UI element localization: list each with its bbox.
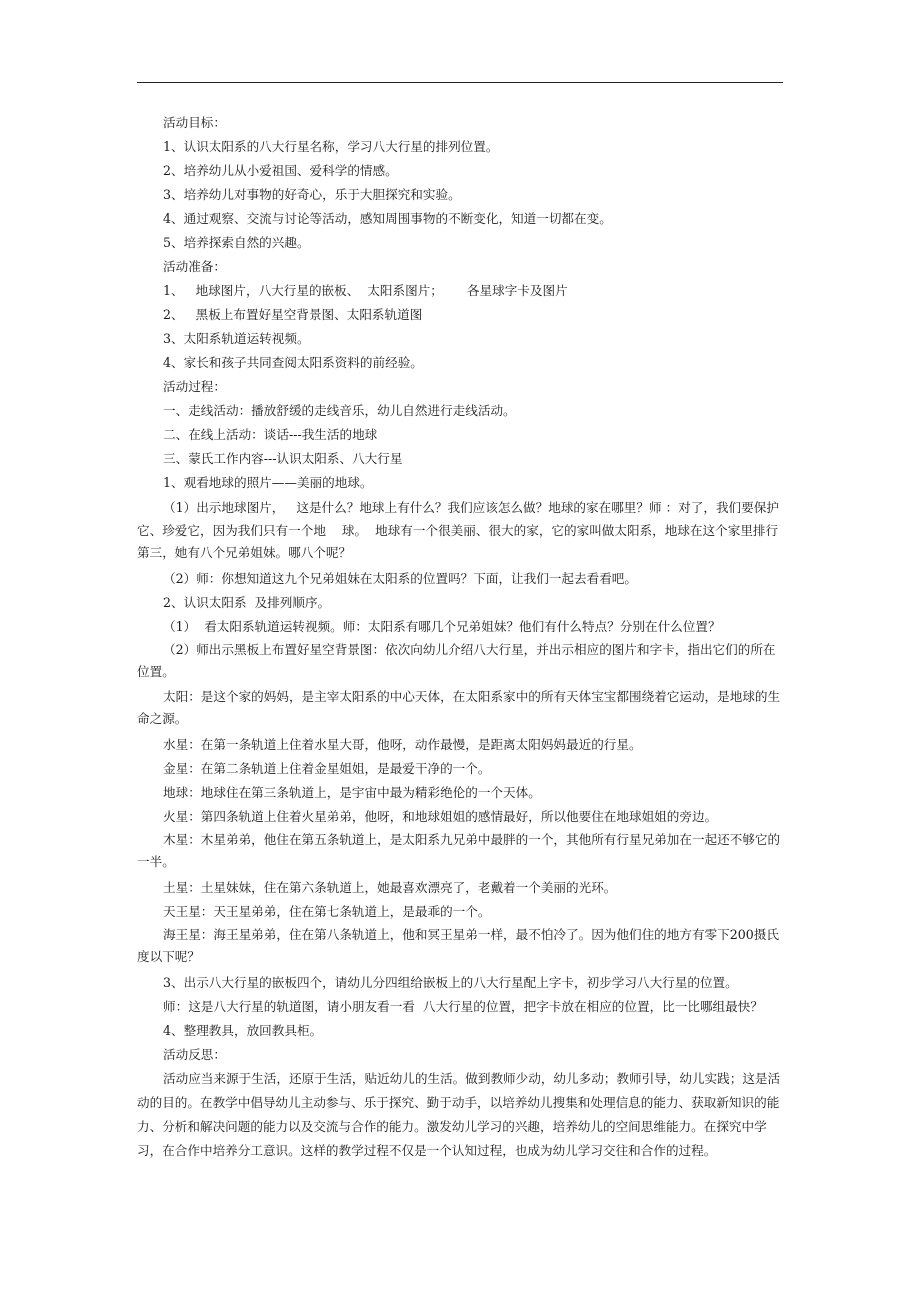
step3-title: 3、出示八大行星的嵌板四个，请幼儿分四组给嵌板上的八大行星配上字卡，初步学习八大行星的位置。 [163,974,738,990]
planet-sun: 太阳：是这个家的妈妈，是主宰太阳系的中心天体，在太阳系家中的所有天体宝宝都围绕着它运动，是地球的生命之源。 [137,688,781,726]
goals-heading: 活动目标： [163,115,226,130]
goal-item: 4、通过观察、交流与讨论等活动，感知周围事物的不断变化，知道一切都在变。 [163,211,612,226]
goal-item: 3、培养幼儿对事物的好奇心，乐于大胆探究和实验。 [163,187,461,202]
reflect-heading: 活动反思： [163,1046,226,1062]
planet-mercury: 水星：在第一条轨道上住着水星大哥，他呀，动作最慢，是距离太阳妈妈最近的行星。 [163,736,642,752]
planet-uranus: 天王星：天王星弟弟，住在第七条轨道上，是最乖的一个。 [163,903,491,919]
prep-item: 3、太阳系轨道运转视频。 [163,331,310,346]
prep-item: 2、 黑板上布置好星空背景图、太阳系轨道图 [163,307,423,322]
reflect-paragraph: 活动应当来源于生活，还原于生活，贴近幼儿的生活。做到教师少动，幼儿多动；教师引导，幼儿实践；这是活动的目的。在教学中倡导幼儿主动参与、乐于探究、勤于动手，以培养幼儿搜集和处理信息的能力、获取新知识的能力、分析和解决问题的能力以及交流与合作的能力。激发幼儿学习的兴趣，培养幼儿的空间思维能力。在探究中学习，在合作中培养分工意识。这样的教学过程不仅是一个认知过程，也成为幼儿学习交往和合作的过程。 [137,1070,781,1158]
document-body [137,111,783,1163]
prep-item: 1、 地球图片，八大行星的嵌板、 太阳系图片； 各星球字卡及图片 [163,283,568,298]
planet-neptune: 海王星：海王星弟弟，住在第八条轨道上，他和冥王星弟一样，最不怕冷了。因为他们住的地方有零下200摄氏度以下呢？ [137,926,779,964]
step2-paragraph: （2）师出示黑板上布置好星空背景图：依次向幼儿介绍八大行星，并出示相应的图片和字卡，指出它们的所在位置。 [137,641,776,679]
planet-mars: 火星：第四条轨道上住着火星弟弟，他呀，和地球姐姐的感情最好，所以他要住在地球姐姐的旁边。 [163,808,718,824]
goal-item: 1、认识太阳系的八大行星名称，学习八大行星的排列位置。 [163,139,499,154]
process-item: 二、在线上活动：谈话---我生活的地球 [163,427,378,442]
planet-saturn: 土星：土星妹妹，住在第六条轨道上，她最喜欢漂亮了，老戴着一个美丽的光环。 [163,879,617,895]
process-item: 一、走线活动：播放舒缓的走线音乐，幼儿自然进行走线活动。 [163,403,516,418]
prep-heading: 活动准备： [163,259,226,274]
step2-paragraph: （1） 看太阳系轨道运转视频。师：太阳系有哪几个兄弟姐妹？他们有什么特点？分别在什么位置？ [163,618,721,634]
goal-item: 5、培养探索自然的兴趣。 [163,235,310,250]
process-heading: 活动过程： [163,379,226,394]
planet-venus: 金星：在第二条轨道上住着金星姐姐，是最爱干净的一个。 [163,760,491,776]
header-rule [137,82,783,83]
planet-jupiter: 木星：木星弟弟，他住在第五条轨道上，是太阳系九兄弟中最胖的一个，其他所有行星兄弟加在一起还不够它的一半。 [137,831,781,869]
step2-title: 2、认识太阳系 及排列顺序。 [163,594,331,610]
step3-paragraph: 师：这是八大行星的轨道图，请小朋友看一看 八大行星的位置，把字卡放在相应的位置，比一比哪组最快？ [163,998,763,1014]
step1-paragraph: （2）师：你想知道这九个兄弟姐妹在太阳系的位置吗？下面，让我们一起去看看吧。 [163,570,637,586]
planet-earth: 地球：地球住在第三条轨道上，是宇宙中最为精彩绝伦的一个天体。 [163,784,541,800]
prep-item: 4、家长和孩子共同查阅太阳系资料的前经验。 [163,355,423,370]
process-item: 三、蒙氏工作内容---认识太阳系、八大行星 [163,451,403,466]
step1-title: 1、观看地球的照片——美丽的地球。 [163,475,373,490]
goal-item: 2、培养幼儿从小爱祖国、爱科学的情感。 [163,163,398,178]
step4-title: 4、整理教具，放回教具柜。 [163,1022,323,1038]
step1-paragraph: （1）出示地球图片， 这是什么？地球上有什么？我们应该怎么做？地球的家在哪里？师 ：对了，我们要保护它、珍爱它，因为我们只有一个地 球。 地球有一个很美丽、很大的家，它的家叫做太阳系，地球在这个家里排行第三，她有八个兄弟姐妹。哪八个呢？ [137,500,779,560]
